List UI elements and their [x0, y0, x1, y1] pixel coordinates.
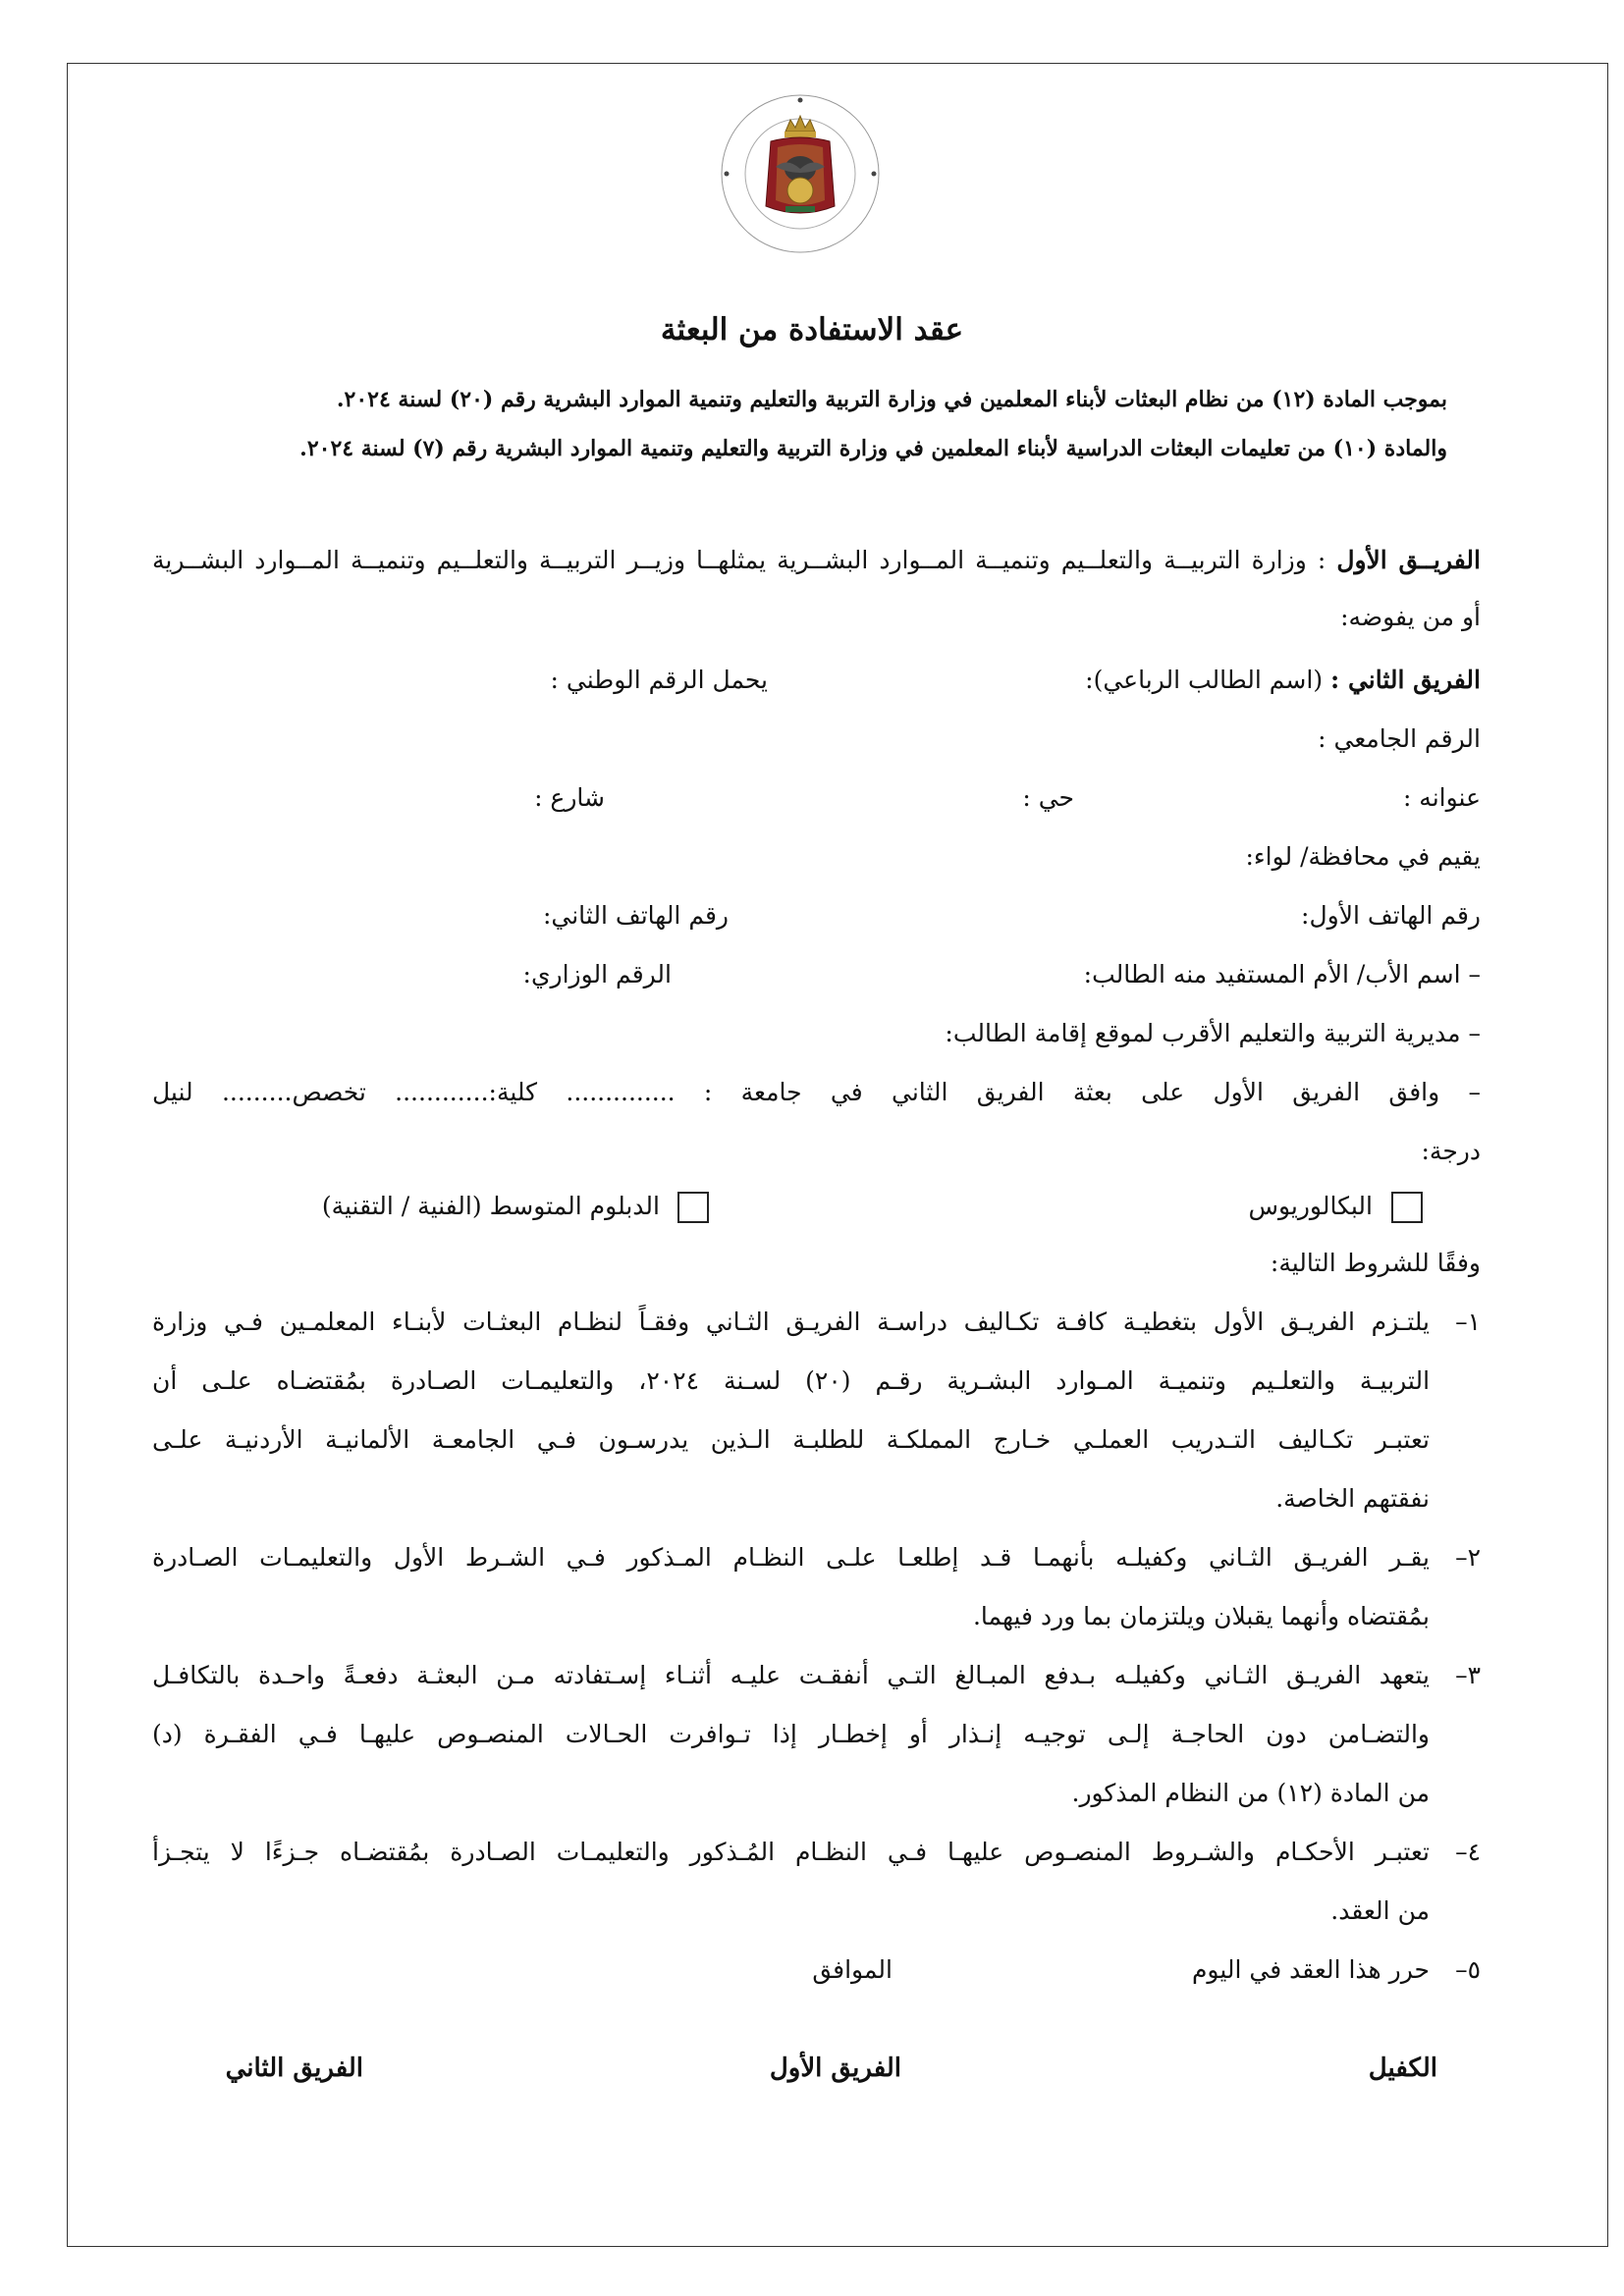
- svg-text:المملكة الأردنية الهاشمية ✦ وز: [717, 90, 722, 93]
- first-party-label: الفريــق الأول: [1336, 546, 1481, 574]
- condition-line: تعتبـر تكـاليف التـدريب العملـي خـارج المملكـة للطلبـة الـذين يدرسـون فـي الجامعـة الألمانيـة الأردنيـة علـى: [152, 1425, 1430, 1454]
- condition-number: ٢–: [1455, 1543, 1481, 1572]
- address-field: عنوانه :: [1402, 783, 1481, 812]
- first-party-line: [152, 546, 1481, 574]
- first-party-line-2: أو من يفوضه:: [1340, 603, 1481, 631]
- condition-line: حرر هذا العقد في اليوم: [1191, 1955, 1430, 1984]
- district-field: حي :: [1022, 783, 1074, 812]
- phone-1-field: رقم الهاتف الأول:: [1301, 901, 1481, 930]
- university-id-field: الرقم الجامعي :: [1318, 724, 1481, 753]
- condition-line: من العقد.: [1330, 1896, 1430, 1925]
- condition-line: يقـر الفريـق الثـاني وكفيلـه بأنهمـا قـد إطلعـا علـى النظـام المـذكور فـي الشـرط الأول والتعليمـات الصـادرة: [152, 1543, 1430, 1572]
- street-field: شارع :: [534, 783, 605, 812]
- condition-number: ٤–: [1455, 1838, 1481, 1866]
- contract-title: عقد الاستفادة من البعثة: [660, 312, 964, 347]
- condition-line: يلتـزم الفريـق الأول بتغطيـة كافـة تكـاليف دراسـة الفريـق الثـاني وفقـاً لنظـام البعثـات لأبنـاء المعلمـين فـي وزارة: [152, 1308, 1430, 1336]
- diploma-checkbox[interactable]: [677, 1192, 709, 1223]
- condition-number: ٣–: [1455, 1661, 1481, 1689]
- coat-of-arms-icon: [717, 90, 884, 257]
- intro-line-1: بموجب المادة (١٢) من نظام البعثات لأبناء المعلمين في وزارة التربية والتعليم وتنمية الموارد البشرية رقم (٢٠) لسنة ٢٠٢٤.: [336, 387, 1447, 412]
- condition-line: يتعهد الفريـق الثـاني وكفيلـه بـدفع المبـالغ التـي أنفقـت عليـه أثنـاء إسـتفادته مـن البعثـة دفعـةً واحـدة بالتكافـل: [152, 1661, 1430, 1689]
- condition-line: من المادة (١٢) من النظام المذكور.: [1071, 1779, 1430, 1807]
- second-party-signature: الفريق الثاني: [225, 2054, 363, 2083]
- phone-2-field: رقم الهاتف الثاني:: [542, 901, 729, 930]
- guarantor-signature: الكفيل: [1368, 2054, 1437, 2083]
- parent-name-field: – اسم الأب/ الأم المستفيد منه الطالب:: [1083, 960, 1481, 988]
- condition-number: ٥–: [1455, 1955, 1481, 1984]
- condition-line: نفقتهم الخاصة.: [1275, 1484, 1430, 1513]
- first-party-text: : وزارة التربيــة والتعلــيم وتنميــة المــوارد البشــرية يمثلهــا وزيــر التربيــة والتعلــيم وتنميــة المــوارد البشــرية: [152, 546, 1326, 574]
- condition-line: والتضـامن دون الحاجـة إلـى توجيـه إنـذار أو إخطـار إذا تـوافرت الحـالات المنصـوص عليهـا فـي الفقـرة (د): [152, 1720, 1430, 1748]
- bachelor-checkbox[interactable]: [1391, 1192, 1423, 1223]
- condition-line: تعتبـر الأحكـام والشـروط المنصـوص عليهـا فـي النظـام المُـذكور والتعليمـات الصـادرة بمُقتضـاه جـزءًا لا يتجـزأ: [152, 1838, 1430, 1866]
- second-party-label: الفريق الثاني : (اسم الطالب الرباعي):: [1085, 666, 1481, 694]
- national-id-field: يحمل الرقم الوطني :: [550, 666, 768, 694]
- approval-line: – وافق الفريق الأول على بعثة الفريق الثاني في جامعة : .............. كلية:............ تخصص......... لنيل: [152, 1078, 1481, 1106]
- degree-label: درجة:: [1421, 1137, 1481, 1165]
- bachelor-label: البكالوريوس: [1248, 1192, 1373, 1220]
- condition-line: بمُقتضاه وأنهما يقبلان ويلتزمان بما ورد فيهما.: [972, 1602, 1430, 1630]
- ministry-id-field: الرقم الوزاري:: [522, 960, 672, 988]
- first-party-signature: الفريق الأول: [769, 2054, 901, 2083]
- student-name-field: (اسم الطالب الرباعي):: [1085, 666, 1324, 694]
- conditions-heading: وفقًا للشروط التالية:: [1270, 1249, 1481, 1277]
- directorate-field: – مديرية التربية والتعليم الأقرب لموقع إقامة الطالب:: [945, 1019, 1481, 1047]
- condition-line: التربيـة والتعلـيم وتنميـة المـوارد البشـرية رقـم (٢٠) لسـنة ٢٠٢٤، والتعليمـات الصـادرة بمُقتضـاه علـى أن: [152, 1366, 1431, 1395]
- intro-line-2: والمادة (١٠) من تعليمات البعثات الدراسية لأبناء المعلمين في وزارة التربية والتعليم وتنمية الموارد البشرية رقم (٧) لسنة ٢٠٢٤.: [299, 436, 1447, 461]
- condition-number: ١–: [1455, 1308, 1481, 1336]
- governorate-field: يقيم في محافظة/ لواء:: [1245, 842, 1481, 871]
- agreed-date-label: الموافق: [812, 1955, 893, 1984]
- diploma-label: الدبلوم المتوسط (الفنية / التقنية): [321, 1192, 660, 1220]
